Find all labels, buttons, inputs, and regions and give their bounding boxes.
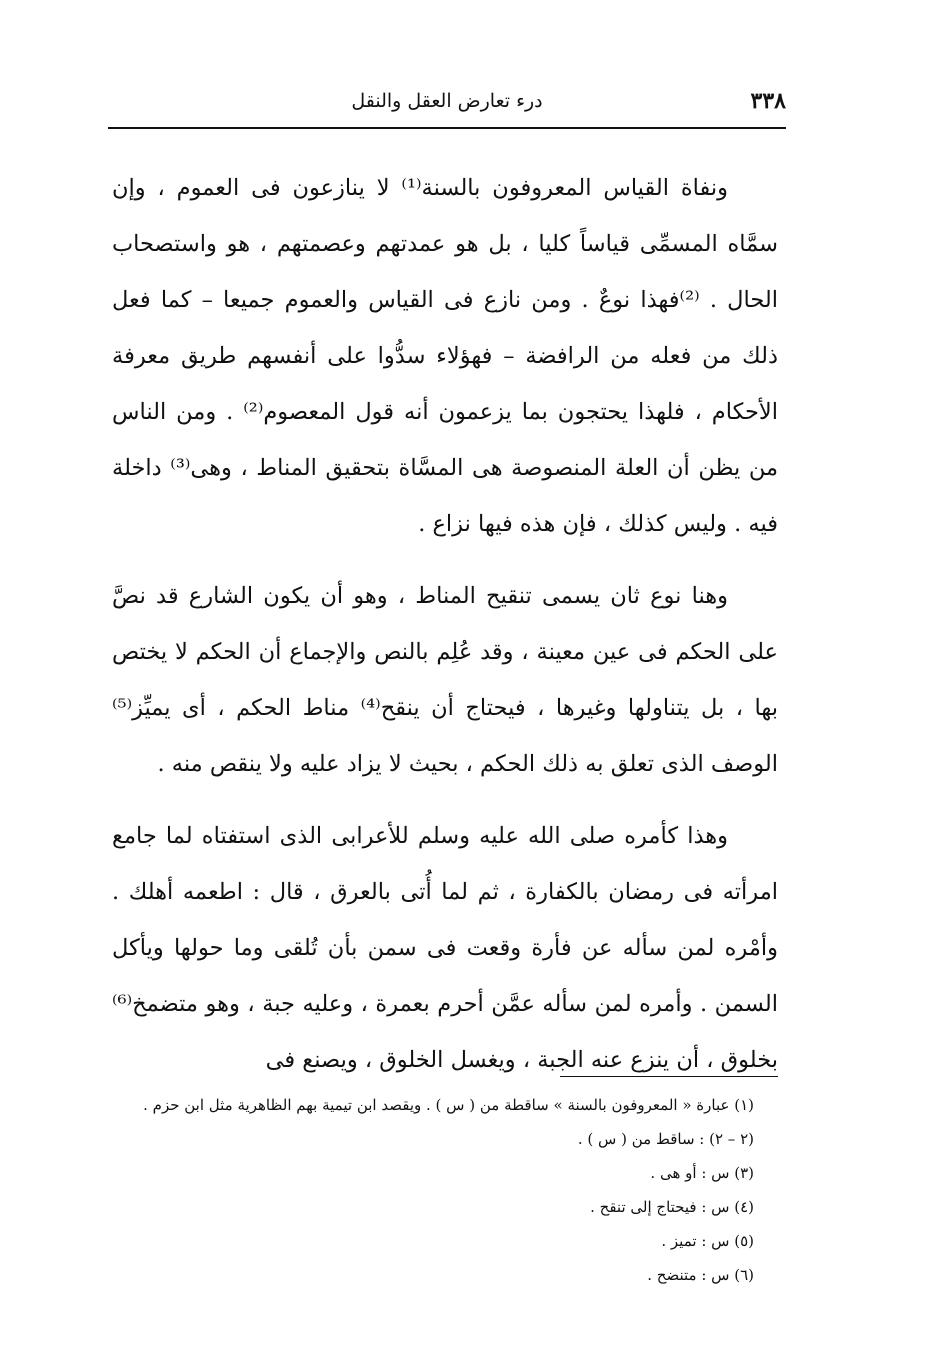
footnote-6: (٦) س : متنضح . [647, 1266, 754, 1284]
main-text [112, 160, 778, 1088]
running-title: درء تعارض العقل والنقل [351, 90, 543, 112]
paragraph: وهنا نوع ثان يسمى تنقيح المناط ، وهو أن يكون الشارع قد نصَّ على الحكم فى عين معينة ، وقد عُلِم بالنص والإجماع أن الحكم لا يختص بها ، بل يتناولها وغيرها ، فيحتاج أن ينقح⁽⁴⁾ مناط الحكم ، أى يميِّز⁽⁵⁾ الوصف الذى تعلق به ذلك الحكم ، بحيث لا يزاد عليه ولا ينقص منه . [112, 583, 778, 777]
footnote-5: (٥) س : تميز . [661, 1232, 754, 1250]
footnote-3: (٣) س : أو هى . [650, 1164, 754, 1182]
header-rule [108, 127, 786, 129]
paragraph: ونفاة القياس المعروفون بالسنة⁽¹⁾ لا ينازعون فى العموم ، وإن سمَّاه المسمِّى قياساً كليا ، بل هو عمدتهم وعصمتهم ، هو واستصحاب الحال . ⁽²⁾فهذا نوعٌ . ومن نازع فى القياس والعموم جميعا – كما فعل ذلك من فعله من الرافضة – فهؤلاء سدُّوا على أنفسهم طريق معرفة الأحكام ، فلهذا يحتجون بما يزعمون أنه قول المعصوم⁽²⁾ . ومن الناس من يظن أن العلة المنصوصة هى المسَّاة بتحقيق المناط ، وهى⁽³⁾ داخلة فيه . وليس كذلك ، فإن هذه فيها نزاع . [112, 175, 779, 537]
footnotes [112, 1088, 754, 1292]
footnote-rule [560, 1076, 778, 1077]
footnote-2: (٢ – ٢) : ساقط من ( س ) . [577, 1130, 754, 1148]
page-header [108, 84, 786, 124]
page-number: ٣٣٨ [750, 88, 786, 114]
footnote-1: (١) عبارة « المعروفون بالسنة » ساقطة من ( س ) . ويقصد ابن تيمية بهم الظاهرية مثل ابن حزم . [143, 1096, 754, 1114]
paragraph: وهذا كأمره صلى الله عليه وسلم للأعرابى الذى استفتاه لما جامع امرأته فى رمضان بالكفارة ، ثم لما أُتى بالعرق ، قال : اطعمه أهلك . وأمْره لمن سأله عن فأرة وقعت فى سمن بأن تُلقى وما حولها ويأكل السمن . وأمره لمن سأله عمَّن أحرم بعمرة ، وعليه جبة ، وهو متضمخ⁽⁶⁾ بخلوق ، أن ينزع عنه الجبة ، ويغسل الخلوق ، ويصنع فى [112, 823, 778, 1073]
footnote-4: (٤) س : فيحتاج إلى تنقح . [590, 1198, 754, 1216]
